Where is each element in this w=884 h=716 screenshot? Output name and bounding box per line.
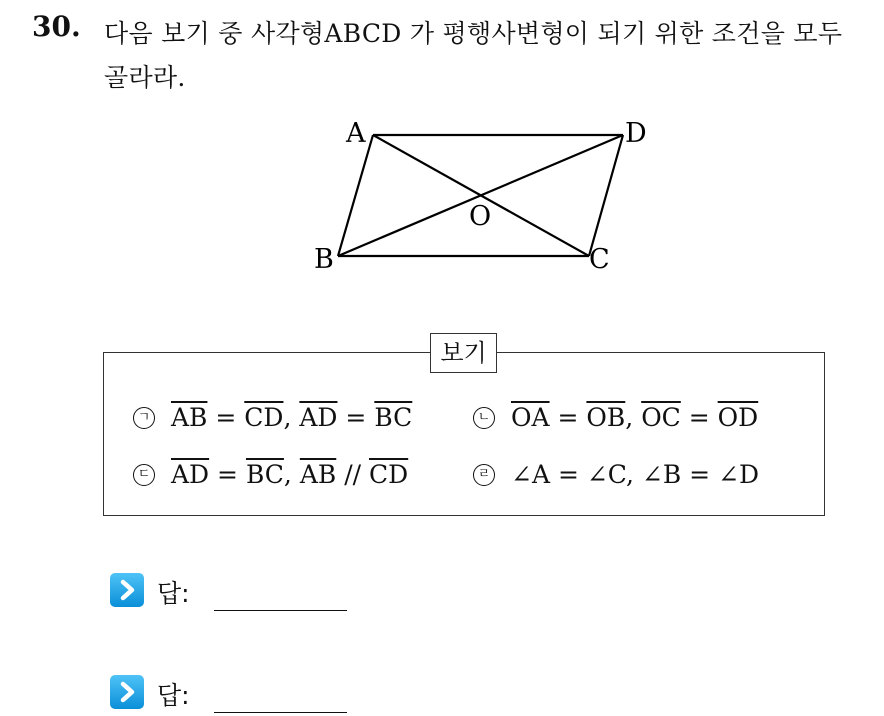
bogi-box: [103, 352, 825, 516]
segment: $\overline{OC}$: [641, 403, 681, 432]
segment: $\overline{AD}$: [299, 403, 338, 432]
segment: $\overline{OB}$: [586, 403, 626, 432]
segment: $\overline{OD}$: [717, 403, 759, 432]
condition-text: ∠A = ∠C, ∠B = ∠D: [511, 460, 760, 489]
answer-arrow-icon: [110, 573, 144, 607]
segment: $\overline{CD}$: [369, 460, 409, 489]
separator: ,: [283, 403, 300, 432]
segment: $\overline{CD}$: [244, 403, 284, 432]
answer-arrow-icon: [110, 675, 144, 709]
separator: ,: [625, 403, 642, 432]
center-label-o: O: [469, 201, 492, 232]
segment: $\overline{AB}$: [299, 460, 337, 489]
answer-label: 답:: [157, 681, 190, 710]
question-text-line-1: 다음 보기 중 사각형ABCD 가 평행사변형이 되기 위한 조건을 모두: [104, 19, 843, 48]
segment: $\overline{OA}$: [511, 403, 550, 432]
separator: ,: [283, 460, 300, 489]
condition-3: [133, 460, 408, 489]
condition-mark: ㄹ: [473, 464, 495, 486]
condition-1: [133, 403, 412, 432]
vertex-label-d: D: [625, 118, 647, 149]
side-dc: [589, 135, 623, 256]
question-number: 30.: [32, 10, 81, 43]
operator: =: [549, 403, 587, 432]
vertex-label-b: B: [314, 244, 334, 275]
condition-mark: ㄷ: [133, 464, 155, 486]
operator: =: [209, 460, 246, 489]
condition-mark: ㄱ: [133, 407, 155, 429]
segment: $\overline{BC}$: [245, 460, 284, 489]
question-text-line-2: 골라라.: [104, 63, 186, 92]
side-ab: [338, 135, 373, 256]
operator: =: [680, 403, 718, 432]
condition-4: [473, 460, 759, 489]
vertex-label-a: A: [346, 118, 366, 149]
answer-blank[interactable]: [214, 610, 347, 611]
condition-2: [473, 403, 758, 432]
segment: $\overline{AB}$: [171, 403, 208, 432]
condition-mark: ㄴ: [473, 407, 495, 429]
vertex-label-c: C: [589, 244, 610, 275]
operator: //: [336, 460, 370, 489]
answer-blank[interactable]: [214, 712, 347, 713]
operator: =: [337, 403, 375, 432]
segment: $\overline{AD}$: [171, 460, 210, 489]
bogi-title: 보기: [430, 333, 497, 373]
answer-label: 답:: [157, 579, 190, 608]
diagonal-bd: [338, 135, 623, 256]
segment: $\overline{BC}$: [374, 403, 413, 432]
operator: =: [207, 403, 245, 432]
